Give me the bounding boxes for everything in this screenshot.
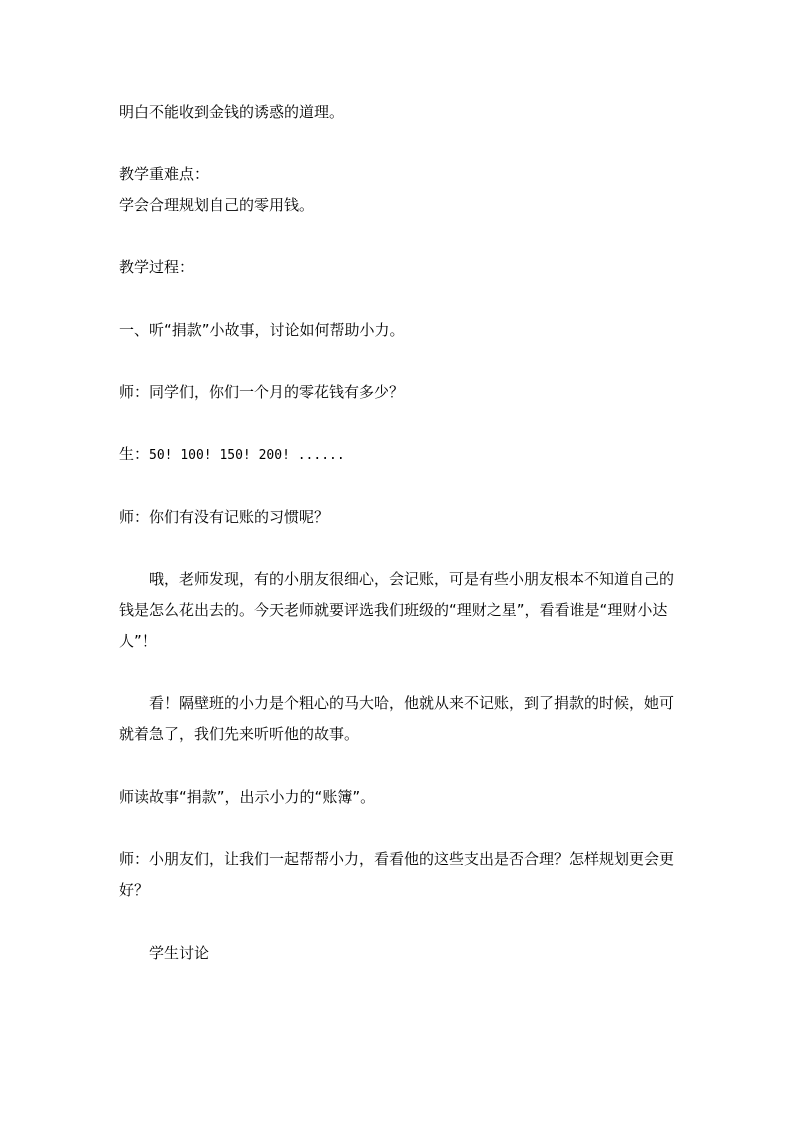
- paragraph-moral: 明白不能收到金钱的诱惑的道理。: [119, 103, 345, 121]
- student-label: 生：: [119, 445, 150, 463]
- heading-key-points: 教学重难点：: [119, 165, 210, 183]
- paragraph-read-story: 师读故事“捐款”，出示小力的“账簿”。: [119, 788, 376, 806]
- student-answer-amounts: 50! 100! 150! 200! ......: [149, 448, 345, 463]
- paragraph-xiaoli-intro: 看！隔壁班的小力是个粗心的马大哈，他就从来不记账，到了捐款的时候，她可就着急了，我们先来听听他的故事。: [119, 694, 675, 743]
- heading-teaching-process: 教学过程：: [119, 258, 195, 276]
- paragraph-teacher-question-2: 师：你们有没有记账的习惯呢？: [119, 508, 330, 526]
- paragraph-teacher-question-1: 师：同学们，你们一个月的零花钱有多少？: [119, 383, 405, 401]
- paragraph-teacher-observation: 哦，老师发现，有的小朋友很细心，会记账，可是有些小朋友根本不知道自己的钱是怎么花出去的。今天老师就要评选我们班级的“理财之星”，看看谁是“理财小达人”！: [119, 570, 675, 650]
- paragraph-key-points: 学会合理规划自己的零用钱。: [119, 196, 315, 214]
- paragraph-student-answer: [119, 439, 675, 471]
- section-heading-one: 一、听“捐款”小故事，讨论如何帮助小力。: [119, 321, 405, 339]
- paragraph-student-discussion: 学生讨论: [149, 944, 210, 962]
- paragraph-teacher-prompt: 师：小朋友们，让我们一起帮帮小力，看看他的这些支出是否合理？怎样规划更会更好？: [119, 850, 675, 899]
